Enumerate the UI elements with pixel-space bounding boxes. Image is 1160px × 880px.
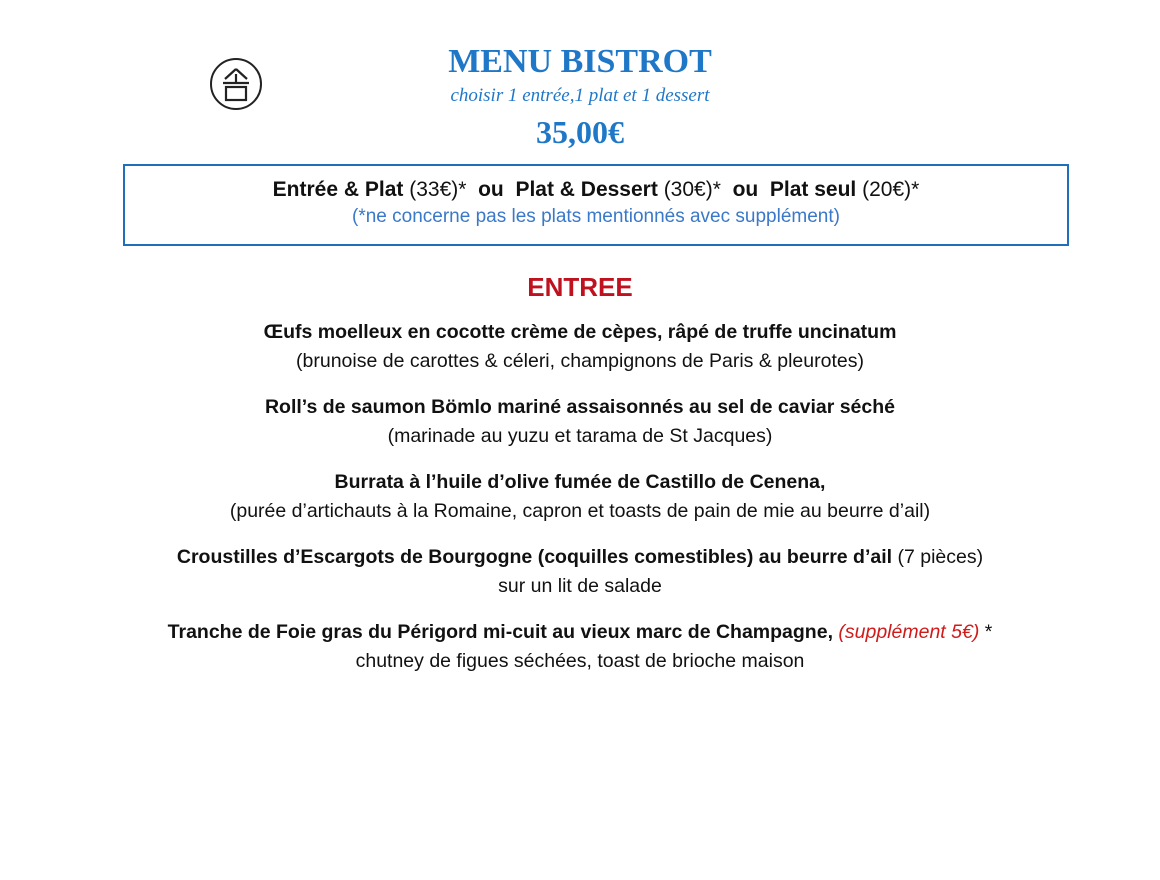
item-supplement: (supplément 5€): [838, 621, 980, 643]
item-name: Tranche de Foie gras du Périgord mi-cuit au vieux marc de Champagne,: [167, 621, 833, 643]
menu-price: 35,00€: [536, 114, 624, 150]
item-desc: (brunoise de carottes & céleri, champignons de Paris & pleurotes): [296, 350, 864, 372]
item-desc: (marinade au yuzu et tarama de St Jacques): [387, 425, 773, 447]
offer-plat-seul-price: (20€)*: [862, 178, 920, 201]
offer-plat-seul-label: Plat seul: [769, 178, 857, 201]
offer-entree-plat-label: Entrée & Plat: [272, 178, 404, 201]
offer-note: (*ne concerne pas les plats mentionnés avec supplément): [352, 206, 840, 227]
list-item: [0, 543, 1160, 601]
offer-or-2: ou: [732, 178, 759, 201]
offer-line: [125, 176, 1067, 204]
item-name: Burrata à l’huile d’olive fumée de Castillo de Cenena,: [334, 471, 826, 493]
offer-box: [123, 164, 1069, 246]
menu-title: MENU BISTROT: [448, 43, 712, 80]
offer-plat-dessert-label: Plat & Dessert: [515, 178, 658, 201]
list-item: [0, 468, 1160, 526]
list-item: [0, 618, 1160, 676]
item-name: Roll’s de saumon Bömlo mariné assaisonnés au sel de caviar séché: [264, 396, 896, 418]
item-name: Œufs moelleux en cocotte crème de cèpes, râpé de truffe uncinatum: [263, 321, 897, 343]
item-extra: (7 pièces): [897, 546, 984, 568]
list-item: [0, 393, 1160, 451]
menu-subtitle: choisir 1 entrée,1 plat et 1 dessert: [450, 85, 710, 106]
item-name: Croustilles d’Escargots de Bourgogne (coquilles comestibles) au beurre d’ail: [176, 546, 893, 568]
item-desc: sur un lit de salade: [498, 575, 662, 597]
entree-list: [0, 318, 1160, 693]
section-title-entree: ENTREE: [527, 272, 633, 302]
item-desc: chutney de figues séchées, toast de brioche maison: [355, 650, 805, 672]
offer-entree-plat-price: (33€)*: [409, 178, 467, 201]
offer-or-1: ou: [478, 178, 504, 201]
list-item: [0, 318, 1160, 376]
menu-header: [0, 40, 1160, 154]
item-star: *: [984, 621, 993, 643]
offer-plat-dessert-price: (30€)*: [663, 178, 721, 201]
item-desc: (purée d’artichauts à la Romaine, capron et toasts de pain de mie au beurre d’ail): [229, 500, 931, 522]
